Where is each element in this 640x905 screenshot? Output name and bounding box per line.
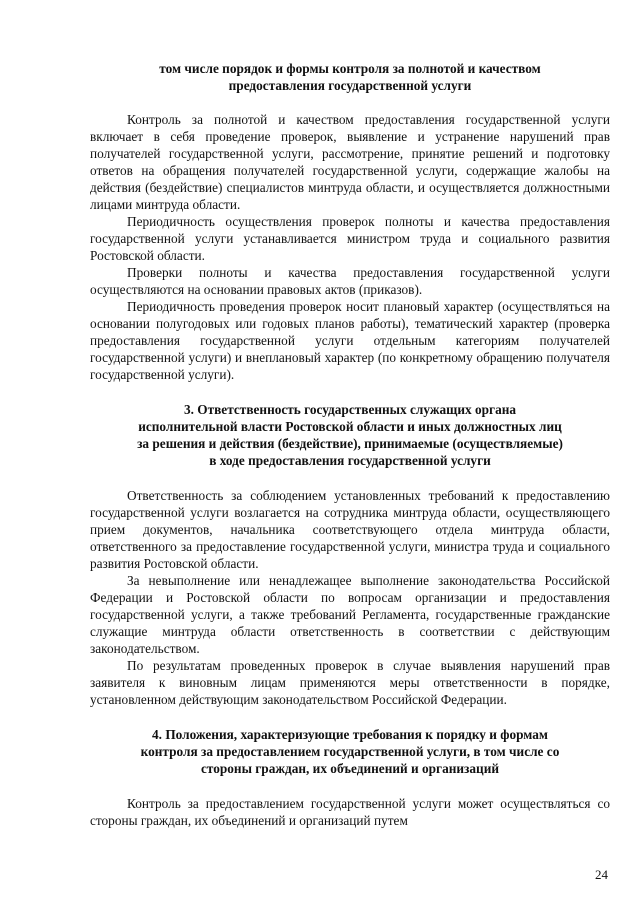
heading-line: 3. Ответственность государственных служащих органа xyxy=(183,402,517,417)
paragraph: За невыполнение или ненадлежащее выполнение законодательства Российской Федерации и Ростовской области по вопросам организации и предоставления государственной услуги, а также требований Регламента, государственные гражданские служащие минтруда области ответственность в соответствии с действующим законодательством. xyxy=(90,573,610,656)
section-heading-top xyxy=(90,60,610,94)
heading-line: за решения и действия (бездействие), принимаемые (осуществляемые) xyxy=(137,436,563,451)
heading-line: контроля за предоставлением государственной услуги, в том числе со xyxy=(140,744,560,759)
heading-line: предоставления государственной услуги xyxy=(228,78,472,93)
section-4-heading xyxy=(90,726,610,777)
document-page xyxy=(90,60,610,829)
paragraph: Контроль за полнотой и качеством предоставления государственной услуги включает в себя проведение проверок, выявление и устранение нарушений прав получателей государственной услуги, рассмотрение, принятие решений и подготовку ответов на обращения получателей государственной услуги, содержащие жалобы на действия (бездействие) специалистов минтруда области, и осуществляется должностными лицами минтруда области. xyxy=(90,112,610,212)
heading-line: стороны граждан, их объединений и организаций xyxy=(200,761,500,776)
paragraph: Контроль за предоставлением государственной услуги может осуществляться со стороны граждан, их объединений и организаций путем xyxy=(90,796,610,828)
paragraph: Ответственность за соблюдением установленных требований к предоставлению государственной услуги возлагается на сотрудника минтруда области, осуществляющего прием документов, начальника соответствующего отдела минтруда области, ответственного за предоставление государственной услуги, министра труда и социального развития Ростовской области. xyxy=(90,488,610,571)
paragraph: Периодичность проведения проверок носит плановый характер (осуществляться на основании полугодовых или годовых планов работы), тематический характер (проверка предоставления государственной услуги отдельным категориям получателей государственной услуги) и внеплановый характер (по конкретному обращению получателя государственной услуги). xyxy=(90,299,610,382)
heading-line: исполнительной власти Ростовской области и иных должностных лиц xyxy=(138,419,562,434)
paragraph: По результатам проведенных проверок в случае выявления нарушений прав заявителя к виновным лицам применяются меры ответственности в порядке, установленном действующим законодательством Российской Федерации. xyxy=(90,658,610,707)
heading-line: 4. Положения, характеризующие требования к порядку и формам xyxy=(152,727,548,742)
paragraph: Проверки полноты и качества предоставления государственной услуги осуществляются на основании правовых актов (приказов). xyxy=(90,265,610,297)
heading-line: том числе порядок и формы контроля за полнотой и качеством xyxy=(159,61,541,76)
section-3-heading xyxy=(90,401,610,469)
heading-line: в ходе предоставления государственной услуги xyxy=(209,453,491,468)
paragraph: Периодичность осуществления проверок полноты и качества предоставления государственной услуги устанавливается министром труда и социального развития Ростовской области. xyxy=(90,214,610,263)
page-number: 24 xyxy=(595,867,608,882)
